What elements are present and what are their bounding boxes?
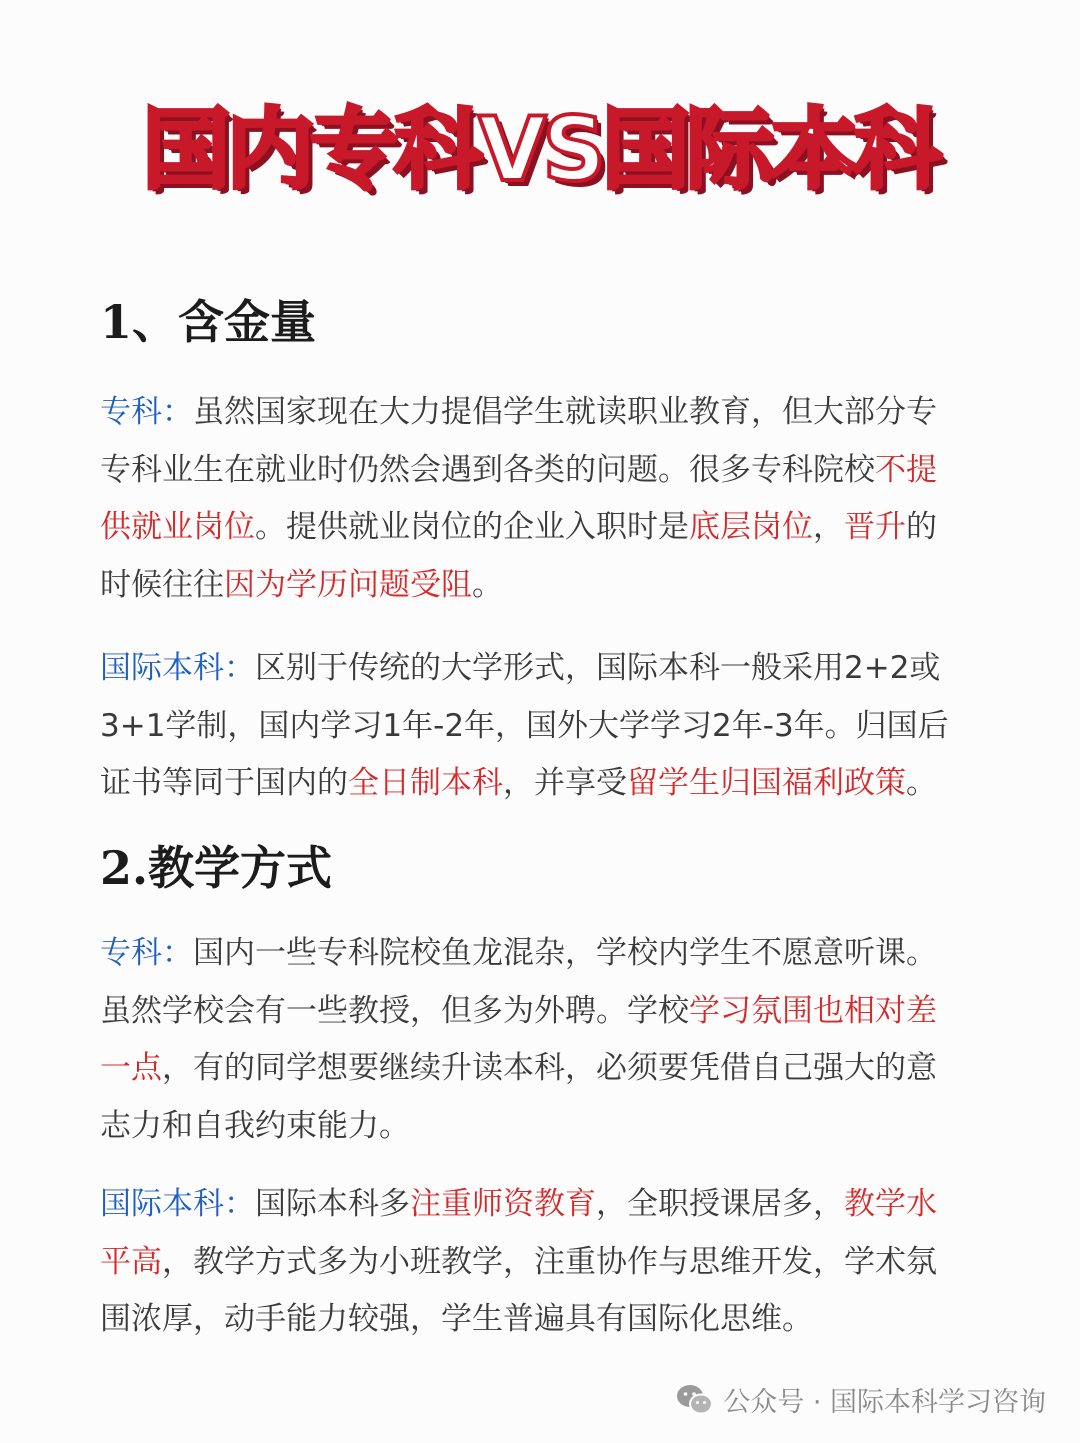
paragraph-line — [100, 442, 990, 500]
paragraph-line — [100, 925, 990, 983]
body-text: 证书等同于国内的 — [100, 765, 348, 801]
category-label: 专科： — [100, 935, 193, 971]
body-text: 志力和自我约束能力。 — [100, 1107, 410, 1144]
body-text: ， — [813, 509, 844, 545]
page-title: 国内专科VS国际本科 — [142, 98, 938, 201]
body-text: 国际本科多 — [255, 1186, 410, 1222]
paragraph-line — [100, 698, 990, 756]
highlighted-text: 学习氛围也相对差 — [689, 992, 937, 1029]
highlighted-text: 供就业岗位 — [100, 509, 255, 545]
paragraph-line — [100, 1234, 990, 1292]
highlighted-text: 一点 — [100, 1050, 162, 1086]
body-text: 时候往往 — [100, 566, 224, 603]
paragraph-line — [100, 640, 990, 698]
body-text: ，教学方式多为小班教学，注重协作与思维开发，学术氛 — [162, 1243, 937, 1280]
paragraph — [100, 925, 990, 1155]
section-heading: 1、含金量 — [100, 295, 317, 349]
paragraph-line — [100, 1098, 990, 1156]
body-text: 专科业生在就业时仍然会遇到各类的问题。很多专科院校 — [100, 451, 875, 488]
body-text: 虽然国家现在大力提倡学生就读职业教育，但大部分专 — [193, 394, 937, 430]
paragraph-line — [100, 557, 990, 615]
highlighted-text: 平高 — [100, 1243, 162, 1280]
paragraph-line — [100, 983, 990, 1041]
paragraph-line — [100, 384, 990, 442]
body-text: ，并享受 — [503, 765, 627, 801]
category-label: 国际本科： — [100, 1186, 255, 1222]
paragraph-line — [100, 499, 990, 557]
body-text: 区别于传统的大学形式，国际本科一般采用2+2或 — [255, 650, 941, 686]
paragraph-line — [100, 755, 990, 813]
paragraph — [100, 640, 990, 813]
section-heading: 2.教学方式 — [100, 841, 333, 895]
highlighted-text: 不提 — [875, 451, 937, 488]
paragraph-line — [100, 1291, 990, 1349]
body-text: 。 — [472, 566, 503, 603]
body-text: 。提供就业岗位的企业入职时是 — [255, 509, 689, 545]
body-text: 。 — [906, 765, 937, 801]
paragraph-line — [100, 1176, 990, 1234]
paragraph — [100, 1176, 990, 1349]
body-text: 3+1学制，国内学习1年-2年，国外大学学习2年-3年。归国后 — [100, 707, 949, 744]
footer-attribution — [675, 1380, 1046, 1419]
body-text: ，全职授课居多， — [596, 1186, 844, 1222]
body-text: 国内一些专科院校鱼龙混杂，学校内学生不愿意听课。 — [193, 935, 937, 971]
wechat-icon — [675, 1383, 715, 1417]
title-banner — [0, 95, 1080, 205]
body-text: 的 — [906, 509, 937, 545]
highlighted-text: 底层岗位 — [689, 509, 813, 545]
paragraph — [100, 384, 990, 614]
category-label: 专科： — [100, 394, 193, 430]
body-text: ，有的同学想要继续升读本科，必须要凭借自己强大的意 — [162, 1050, 937, 1086]
body-text: 围浓厚，动手能力较强，学生普遍具有国际化思维。 — [100, 1301, 813, 1337]
highlighted-text: 教学水 — [844, 1186, 937, 1222]
highlighted-text: 留学生归国福利政策 — [627, 765, 906, 801]
paragraph-line — [100, 1040, 990, 1098]
category-label: 国际本科： — [100, 650, 255, 686]
highlighted-text: 因为学历问题受阻 — [224, 566, 472, 603]
footer-text: 公众号 · 国际本科学习咨询 — [723, 1387, 1046, 1418]
highlighted-text: 晋升 — [844, 509, 906, 545]
body-text: 虽然学校会有一些教授，但多为外聘。学校 — [100, 992, 689, 1029]
highlighted-text: 全日制本科 — [348, 765, 503, 801]
highlighted-text: 注重师资教育 — [410, 1186, 596, 1222]
